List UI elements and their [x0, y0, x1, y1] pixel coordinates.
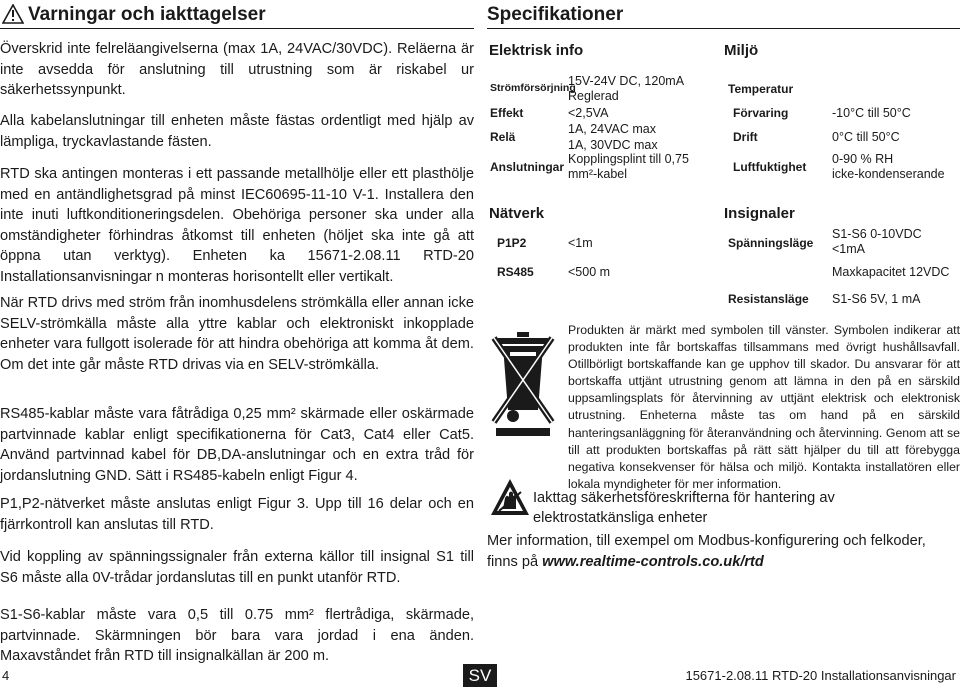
connections-label: Anslutningar — [490, 160, 564, 174]
weee-bin-icon — [490, 330, 556, 438]
inputs-title: Insignaler — [724, 205, 795, 222]
warning-icon — [2, 4, 24, 24]
environment-title: Miljö — [724, 42, 759, 59]
paragraph-s1s6-cables: S1-S6-kablar måste vara 0,5 till 0.75 mm² flertrådiga, skärmade, partvinnade. Skärmningen bör bara vara jordad i ena änden. Maxavståndet från RTD till insignalkällan är 200 m. — [0, 607, 474, 664]
p1p2-label: P1P2 — [497, 236, 527, 250]
paragraph-voltage-signals: Vid koppling av spänningssignaler från externa källor till insignal S1 till S6 måste alla 0V-trådar jordanslutas till en punkt utanför RTD. — [0, 549, 474, 586]
rs485-value: <500 m — [568, 265, 611, 279]
website-link[interactable]: www.realtime-controls.co.uk/rtd — [542, 553, 764, 570]
paragraph-rs485: RS485-kablar måste vara fåtrådiga 0,25 mm² skärmade eller oskärmade partvinnade kablar enligt specifikationerna för Cat3, Cat4 eller Cat5. Använd partvinnad kabel för DB,DA-anslutningar och en extra tråd för jordanslutning GND. Sätt i RS485-kabeln enligt Figur 4. — [0, 406, 474, 484]
language-badge-label: SV — [468, 666, 492, 685]
specs-title-rule — [487, 28, 960, 29]
paragraph-selv: När RTD drivs med ström från inomhusdelens strömkälla eller annan icke SELV-strömkälla måste alla yttre kablar och elektroniskt inkopplade enheter vara fullgott isolerade för att hindra obehöriga att komma åt dem. Om det inte går måste RTD drivas via en SELV-strömkälla. — [0, 295, 474, 373]
operation-label: Drift — [733, 130, 758, 144]
operation-value: 0°C till 50°C — [832, 130, 900, 144]
resistance-value: S1-S6 5V, 1 mA — [832, 292, 921, 306]
title-rule — [0, 28, 474, 29]
storage-value: -10°C till 50°C — [832, 106, 911, 120]
p1p2-value: <1m — [568, 236, 593, 250]
humidity-label: Luftfuktighet — [733, 160, 807, 174]
relay-value-1: 1A, 24VAC max — [568, 122, 657, 136]
resistance-mode-label: Resistansläge — [728, 292, 809, 306]
voltage-value-2: <1mA — [832, 242, 866, 256]
connections-value-1: Kopplingsplint till 0,75 — [568, 152, 689, 166]
humidity-value-2: icke-kondenserande — [832, 167, 945, 181]
language-badge — [463, 664, 497, 687]
effect-label: Effekt — [490, 106, 524, 120]
paragraph-relay-limits: Överskrid inte felreläangivelserna (max 1A, 24VAC/30VDC). Reläerna är inte avsedda för anslutning till utrustning som är riskabel ur säkerhetssynpunkt. — [0, 41, 474, 98]
effect-value: <2,5VA — [568, 106, 609, 120]
rs485-label: RS485 — [497, 265, 534, 279]
power-value-1: 15V-24V DC, 120mA — [568, 74, 685, 88]
paragraph-cable-fastening: Alla kabelanslutningar till enheten måste fästas ordentligt med hjälp av lämpliga, tryckavlastande fästen. — [0, 113, 474, 150]
relay-label: Relä — [490, 130, 516, 144]
relay-value-2: 1A, 30VDC max — [568, 138, 658, 152]
power-value-2: Reglerad — [568, 89, 619, 103]
voltage-value-1: S1-S6 0-10VDC — [832, 227, 922, 241]
storage-label: Förvaring — [733, 106, 789, 120]
voltage-value-3: Maxkapacitet 12VDC — [832, 265, 950, 279]
temperature-label: Temperatur — [728, 82, 794, 96]
more-info-label: Mer information, till exempel om Modbus-konfigurering och felkoder, finns på — [487, 533, 926, 570]
esd-warning-icon — [490, 478, 530, 516]
esd-text: Iakttag säkerhetsföreskrifterna för hantering av elektrostatkänsliga enheter — [533, 490, 835, 526]
paragraph-enclosure: RTD ska antingen monteras i ett passande metallhölje eller ett plasthölje med en antändlighetsgrad på minst IEC60695-11-10 V-1. Installera den inte inuti luftkonditioneringsdelen. Obehöriga personer ska under alla omständigheter förhindras åtkomst till enheten (höljet ska inte gå att öppna utan verktyg). Enheten ka 15671-2.08.11 RTD-20 Installationsanvisningar n monteras horisontellt eller vertikalt. — [0, 166, 474, 285]
document-reference: 15671-2.08.11 RTD-20 Installationsanvisningar — [685, 668, 956, 683]
connections-value-2: mm²-kabel — [568, 167, 628, 181]
paragraph-p1p2: P1,P2-nätverket måste anslutas enligt Figur 3. Upp till 16 delar och en fjärrkontroll kan anslutas till RTD. — [0, 496, 474, 533]
warnings-title: Varningar och iakttagelser — [28, 4, 266, 25]
weee-text: Produkten är märkt med symbolen till vänster. Symbolen indikerar att produkten inte får bortskaffas tillsammans med övrigt hushållsavfall. Otillbörligt bortskaffande kan ge upphov till skador. Du ansvarar för att bortskaffa uttjänt utrustning genom att lämna in den på en särskild uppsamlingsplats för återvinning av uttjänt elektrisk och elektronisk utrustning. Enheterna måste tas om hand på en särskild hanteringsanläggning för återanvändning och återvinning. Genom att se till att produkten bortskaffas på rätt sätt hjälper du till att förebygga negativa konsekvenser för hälsa och miljö. Kontakta installatören eller lokala myndigheter för mer information. — [568, 323, 960, 491]
electric-info-title: Elektrisk info — [489, 42, 584, 59]
more-info-text — [487, 531, 960, 572]
network-title: Nätverk — [489, 205, 545, 222]
power-label: Strömförsörjning — [490, 82, 576, 94]
humidity-value-1: 0-90 % RH — [832, 152, 894, 166]
specs-title: Specifikationer — [487, 4, 624, 25]
voltage-mode-label: Spänningsläge — [728, 236, 814, 250]
page-number: 4 — [2, 668, 10, 683]
